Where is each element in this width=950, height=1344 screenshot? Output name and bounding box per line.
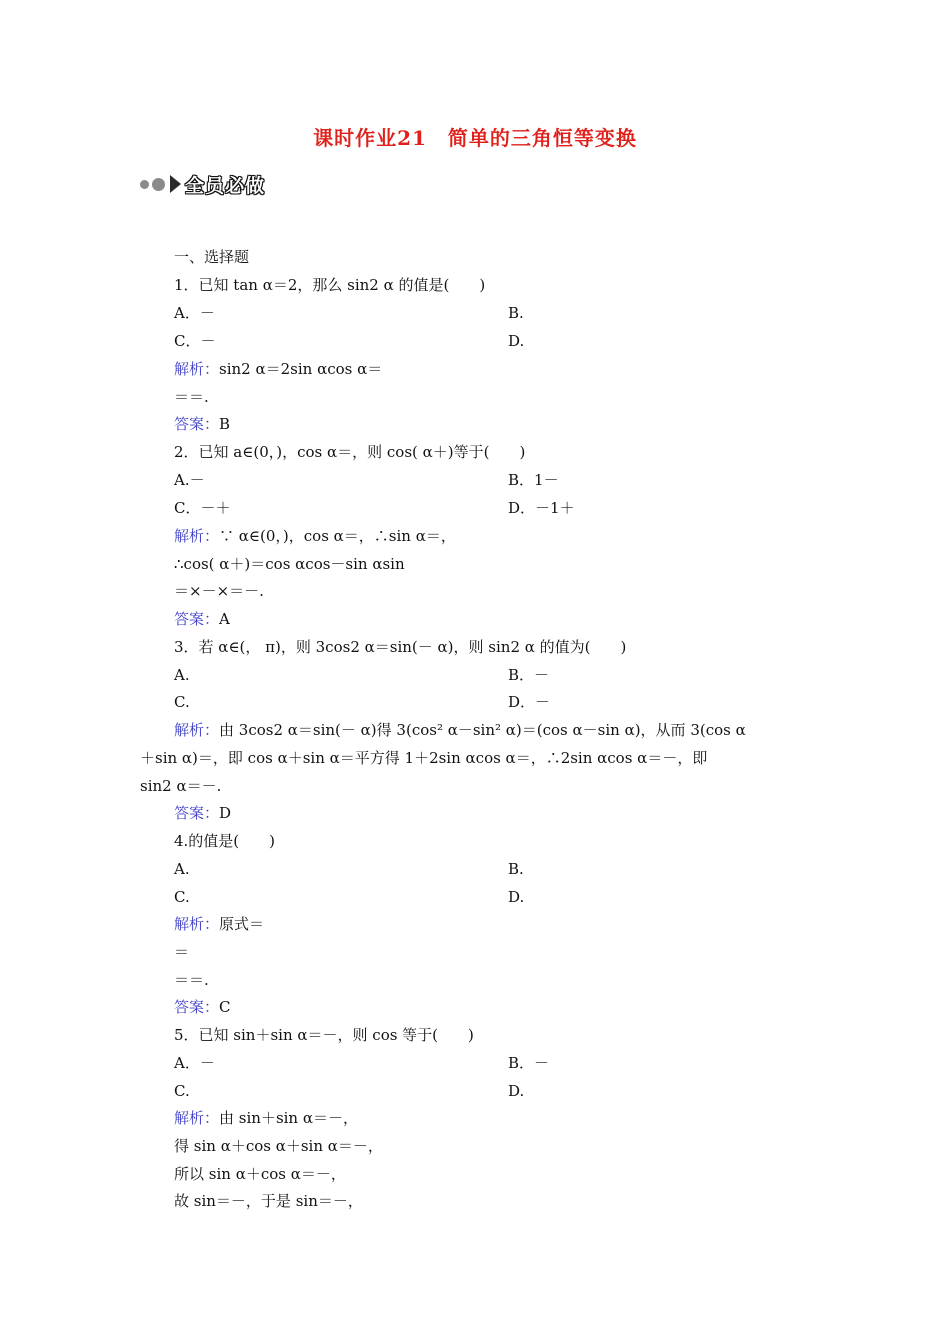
analysis-line: ＝＝. [174, 388, 209, 406]
question-stem: 3．若 α∈(， π)，则 3cos2 α＝sin(－ α)，则 sin2 α 的值为( ) [174, 638, 627, 656]
analysis-line [174, 1108, 358, 1128]
analysis-text: 原式＝ [219, 915, 265, 933]
page-title: 课时作业21 简单的三角恒等变换 [313, 126, 637, 150]
option-d: D．－1＋ [508, 499, 575, 517]
analysis-label: 解析： [174, 721, 220, 739]
option-a: A．－ [174, 1054, 215, 1072]
option-d: D. [508, 888, 525, 906]
option-c: C．－ [174, 332, 216, 350]
analysis-text: ∵ α∈(0，)，cos α＝，∴sin α＝， [219, 527, 456, 545]
question-stem: 5．已知 sin＋sin α＝－，则 cos 等于( ) [174, 1026, 474, 1044]
option-c: C. [174, 693, 190, 711]
option-b: B．1－ [508, 471, 559, 489]
analysis-line: ＝×－×＝－. [174, 582, 264, 600]
option-a: A.－ [174, 471, 205, 489]
option-d: D. [508, 1082, 525, 1100]
analysis-line: 所以 sin α＋cos α＝－， [174, 1165, 346, 1183]
answer-line [174, 803, 231, 823]
analysis-line [174, 720, 746, 740]
option-c: C. [174, 888, 190, 906]
analysis-line: 得 sin α＋cos α＋sin α＝－， [174, 1137, 383, 1155]
analysis-line [174, 526, 456, 546]
answer-line [174, 609, 230, 629]
option-b: B．－ [508, 666, 550, 684]
answer-value: A [219, 610, 230, 628]
banner-text: 全员必做 [185, 174, 266, 197]
answer-line [174, 414, 230, 434]
option-b: B. [508, 860, 524, 878]
analysis-line: ＋sin α)＝，即 cos α＋sin α＝平方得 1＋2sin αcos α＝，∴2sin αcos α＝－，即 [140, 749, 708, 767]
analysis-line: ＝ [174, 943, 190, 961]
answer-line [174, 997, 231, 1017]
question-stem: 2．已知 a∈(0，)，cos α＝，则 cos( α＋)等于( ) [174, 443, 526, 461]
option-a: A. [174, 860, 190, 878]
option-a: A. [174, 666, 190, 684]
answer-value: B [219, 415, 231, 433]
analysis-label: 解析： [174, 527, 220, 545]
option-b: B. [508, 304, 524, 322]
answer-value: D [219, 804, 232, 822]
dot-icon [152, 178, 165, 191]
option-c: C. [174, 1082, 190, 1100]
analysis-line: ＝＝. [174, 971, 209, 989]
option-d: D. [508, 332, 525, 350]
answer-label: 答案： [174, 998, 220, 1016]
analysis-label: 解析： [174, 360, 220, 378]
analysis-label: 解析： [174, 915, 220, 933]
question-stem: 1．已知 tan α＝2，那么 sin2 α 的值是( ) [174, 276, 486, 294]
analysis-text: sin2 α＝2sin αcos α＝ [219, 360, 383, 378]
analysis-line [174, 359, 382, 379]
option-b: B．－ [508, 1054, 550, 1072]
analysis-label: 解析： [174, 1109, 220, 1127]
analysis-line [174, 914, 264, 934]
answer-value: C [219, 998, 231, 1016]
answer-label: 答案： [174, 415, 220, 433]
option-c: C．－＋ [174, 499, 231, 517]
analysis-text: 由 sin＋sin α＝－， [219, 1109, 358, 1127]
section-banner [140, 170, 265, 198]
chevron-right-icon [170, 175, 181, 193]
option-a: A．－ [174, 304, 215, 322]
question-stem: 4.的值是( ) [174, 832, 276, 850]
option-d: D．－ [508, 693, 551, 711]
analysis-line: sin2 α＝－. [140, 777, 222, 795]
dot-icon [140, 180, 149, 189]
answer-label: 答案： [174, 610, 220, 628]
section-heading: 一、选择题 [174, 248, 250, 266]
answer-label: 答案： [174, 804, 220, 822]
analysis-line: 故 sin＝－，于是 sin＝－， [174, 1192, 363, 1210]
analysis-text: 由 3cos2 α＝sin(－ α)得 3(cos² α－sin² α)＝(cos α－sin α)，从而 3(cos α [219, 721, 746, 739]
analysis-line: ∴cos( α＋)＝cos αcos－sin αsin [174, 555, 405, 573]
